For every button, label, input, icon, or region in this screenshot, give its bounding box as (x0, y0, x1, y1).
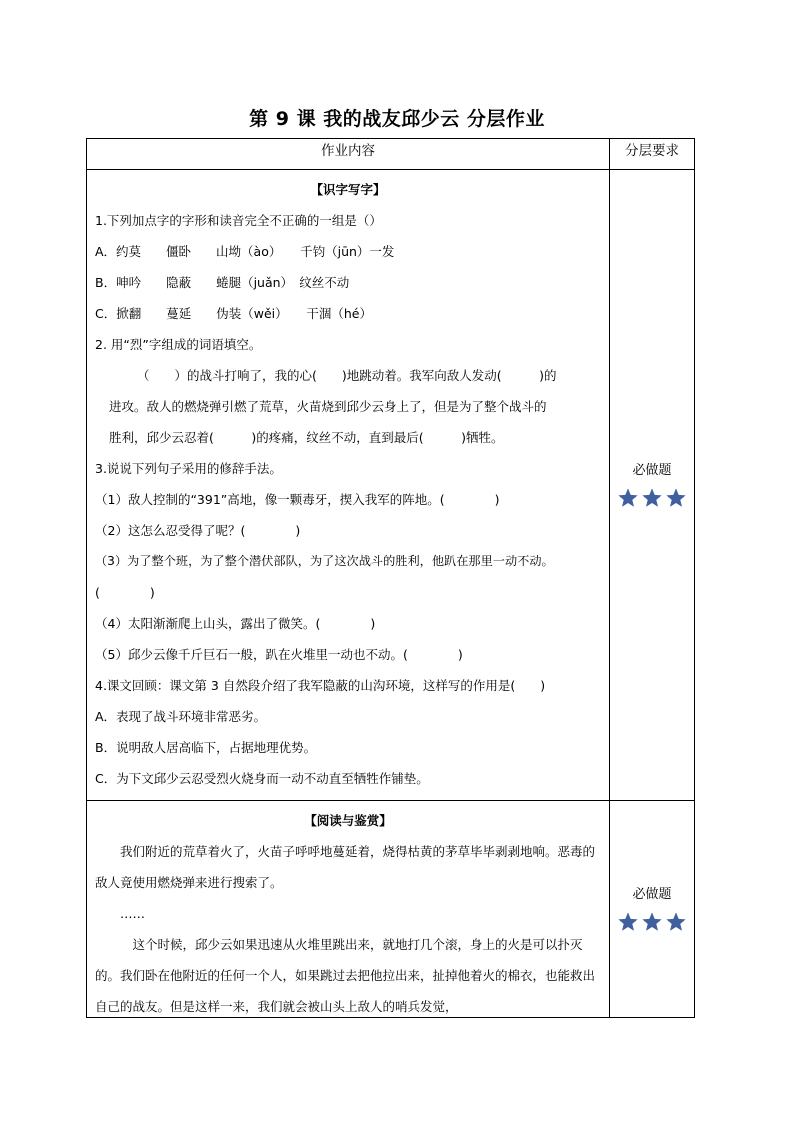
question-3-item-1: （1）敌人控制的“391”高地，像一颗毒牙，揳入我军的阵地。( ) (95, 492, 500, 507)
section-reading-row (87, 801, 695, 1018)
option-a: A．约莫 僵卧 山坳（ào） 千钧（jūn）一发 (95, 244, 395, 259)
question-3-item-4: （4）太阳渐渐爬上山头，露出了微笑。( ) (95, 616, 376, 631)
question-4-option-a: A．表现了战斗环境非常恶劣。 (95, 709, 267, 724)
question-1: 1.下列加点字的字形和读音完全不正确的一组是（） (95, 213, 382, 228)
header-requirement: 分层要求 (610, 139, 695, 170)
question-4-option-c: C．为下文邱少云忍受烈火烧身而一动不动直至牺牲作铺垫。 (95, 771, 429, 786)
option-b: B．呻吟 隐蔽 蜷腿（juǎn） 纹丝不动 (95, 275, 350, 290)
reading-paragraph-1: 我们附近的荒草着火了，火苗子呼呼地蔓延着，烧得枯黄的茅草毕毕剥剥地响。恶毒的敌人竟使用燃烧弹来进行搜索了。 (95, 844, 596, 890)
star-icon (617, 487, 639, 509)
question-3-item-3-blank: ( ) (95, 585, 155, 600)
header-content: 作业内容 (87, 139, 610, 170)
question-2: 2. 用“烈”字组成的词语填空。 (95, 337, 262, 352)
question-3-item-2: （2）这怎么忍受得了呢？( ) (95, 523, 301, 538)
reading-ellipsis: …… (120, 906, 145, 921)
difficulty-stars (610, 487, 694, 509)
table-header-row (87, 139, 695, 170)
question-2-line-2: 进攻。敌人的燃烧弹引燃了荒草，火苗烧到邱少云身上了，但是为了整个战斗的 (109, 399, 547, 414)
section-reading-requirement (610, 801, 695, 1018)
section-literacy-content (87, 170, 609, 800)
requirement-label: 必做题 (632, 463, 672, 478)
reading-paragraph-2: 这个时候，邱少云如果迅速从火堆里跳出来，就地打几个滚，身上的火是可以扑灭的。我们卧在他附近的任何一个人，如果跳过去把他拉出来，扯掉他着火的棉衣，也能救出自己的战友。但是这样一来，我们就会被山头上敌人的哨兵发觉， (95, 937, 596, 1014)
question-2-line-1: （ ）的战斗打响了，我的心( )地跳动着。我军向敌人发动( )的 (137, 368, 557, 383)
question-3: 3.说说下列句子采用的修辞手法。 (95, 461, 282, 476)
star-icon (665, 911, 687, 933)
section-heading: 【识字写字】 (310, 182, 386, 197)
option-c: C．掀翻 蔓延 伪装（wěi） 干涸（hé） (95, 306, 372, 321)
star-icon (617, 911, 639, 933)
homework-table (86, 138, 695, 1018)
question-4: 4.课文回顾：课文第 3 自然段介绍了我军隐蔽的山沟环境，这样写的作用是( ) (95, 678, 546, 693)
section-heading: 【阅读与鉴赏】 (304, 813, 392, 828)
star-icon (641, 487, 663, 509)
star-icon (641, 911, 663, 933)
section-literacy-requirement (610, 170, 695, 801)
section-reading-content (87, 801, 609, 1017)
section-literacy-row (87, 170, 695, 801)
question-3-item-5: （5）邱少云像千斤巨石一般，趴在火堆里一动也不动。( ) (95, 647, 463, 662)
page-title: 第 9 课 我的战友邱少云 分层作业 (249, 108, 545, 130)
question-4-option-b: B．说明敌人居高临下，占据地理优势。 (95, 740, 317, 755)
question-3-item-3: （3）为了整个班，为了整个潜伏部队，为了这次战斗的胜利，他趴在那里一动不动。 (95, 554, 554, 568)
requirement-label: 必做题 (632, 887, 672, 902)
star-icon (665, 487, 687, 509)
question-2-line-3: 胜利，邱少云忍着( )的疼痛，纹丝不动，直到最后( )牺牲。 (109, 430, 504, 445)
difficulty-stars (610, 911, 694, 933)
